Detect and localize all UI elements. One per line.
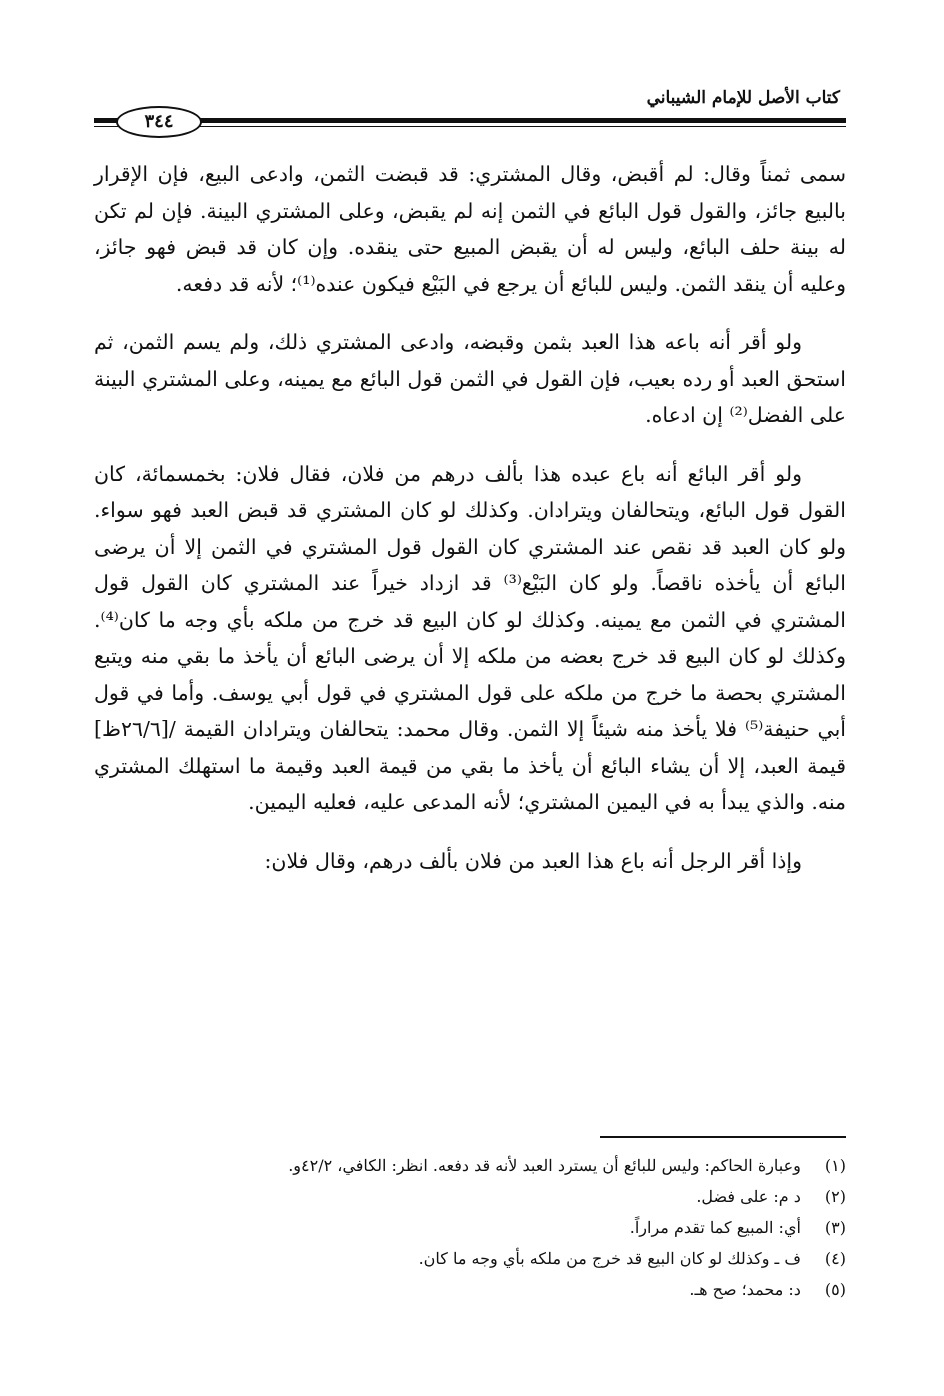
running-title: كتاب الأصل للإمام الشيباني [646,88,840,108]
footnote [94,1212,846,1243]
footnote-number: (٢) [824,1187,846,1206]
footnote-number: (٤) [824,1249,846,1268]
footnote [94,1274,846,1305]
footnote-text: وعبارة الحاكم: وليس للبائع أن يسترد العبد لأنه قد دفعه. انظر: الكافي، ٤٢/٢و. [288,1156,801,1175]
header-rule-thin [94,126,846,127]
paragraph: ولو أقر أنه باعه هذا العبد بثمن وقبضه، وادعى المشتري ذلك، ولم يسم الثمن، ثم استحق العبد أو رده بعيب، فإن القول في الثمن قول البائع مع يمينه، وعلى المشتري البينة على الفضل⁽²⁾ إن ادعاه. [94,330,846,427]
footnote-text: ف ـ وكذلك لو كان البيع قد خرج من ملكه بأي وجه ما كان. [418,1249,801,1268]
footnote [94,1243,846,1274]
footnote-number: (٥) [824,1280,846,1299]
footnote [94,1181,846,1212]
footnote-number: (١) [824,1156,846,1175]
footnote-separator [600,1136,846,1138]
footnote-text: د م: على فضل. [696,1187,801,1206]
page-header [94,88,846,140]
footnote-text: د: محمد؛ صح هـ. [689,1280,801,1299]
paragraph: وإذا أقر الرجل أنه باع هذا العبد من فلان بألف درهم، وقال فلان: [264,848,802,873]
main-text [94,156,846,901]
footnote-number: (٣) [824,1218,846,1237]
footnote-text: أي: المبيع كما تقدم مراراً. [629,1218,801,1237]
paragraph: ولو أقر البائع أنه باع عبده هذا بألف درهم من فلان، فقال فلان: بخمسمائة، كان القول قول البائع، ويتحالفان ويترادان. وكذلك لو كان المشتري قد قبض العبد فهو سواء. ولو كان العبد قد نقص عند المشتري كان القول قول المشتري في الثمن إلا أن يرضى البائع أن يأخذه ناقصاً. ولو كان البَيْع⁽³⁾ قد ازداد خيراً عند المشتري كان القول قول المشتري في الثمن مع يمينه. وكذلك لو كان البيع قد خرج من ملكه بأي وجه ما كان⁽⁴⁾. وكذلك لو كان البيع قد خرج بعضه من ملكه إلا أن يرضى البائع أن يأخذ ما بقي منه ويتبع المشتري بحصة ما خرج من ملكه على قول المشتري في قول أبي يوسف. وأما في قول أبي حنيفة⁽⁵⁾ فلا يأخذ منه شيئاً إلا الثمن. وقال محمد: يتحالفان ويترادان القيمة /[٢٦/٦ظ] قيمة العبد، إلا أن يشاء البائع أن يأخذ ما بقي من قيمة العبد وقيمة ما استهلك المشتري منه. والذي يبدأ به في اليمين المشتري؛ لأنه المدعى عليه، فعليه اليمين. [94,461,846,814]
header-rule-thick [94,118,846,123]
footnotes [94,1150,846,1305]
paragraph: سمى ثمناً وقال: لم أقبض، وقال المشتري: قد قبضت الثمن، وادعى البيع، فإن الإقرار بالبيع جائز، والقول قول البائع في الثمن إنه لم يقبض، وعلى المشتري البينة. فإن لم تكن له بينة حلف البائع، وليس له أن يقبض المبيع حتى ينقده. وإن كان قد قبض فهو جائز، وعليه أن ينقد الثمن. وليس للبائع أن يرجع في البَيْع فيكون عنده⁽¹⁾؛ لأنه قد دفعه. [94,162,846,296]
footnote [94,1150,846,1181]
page-number: ٣٤٤ [116,106,202,138]
